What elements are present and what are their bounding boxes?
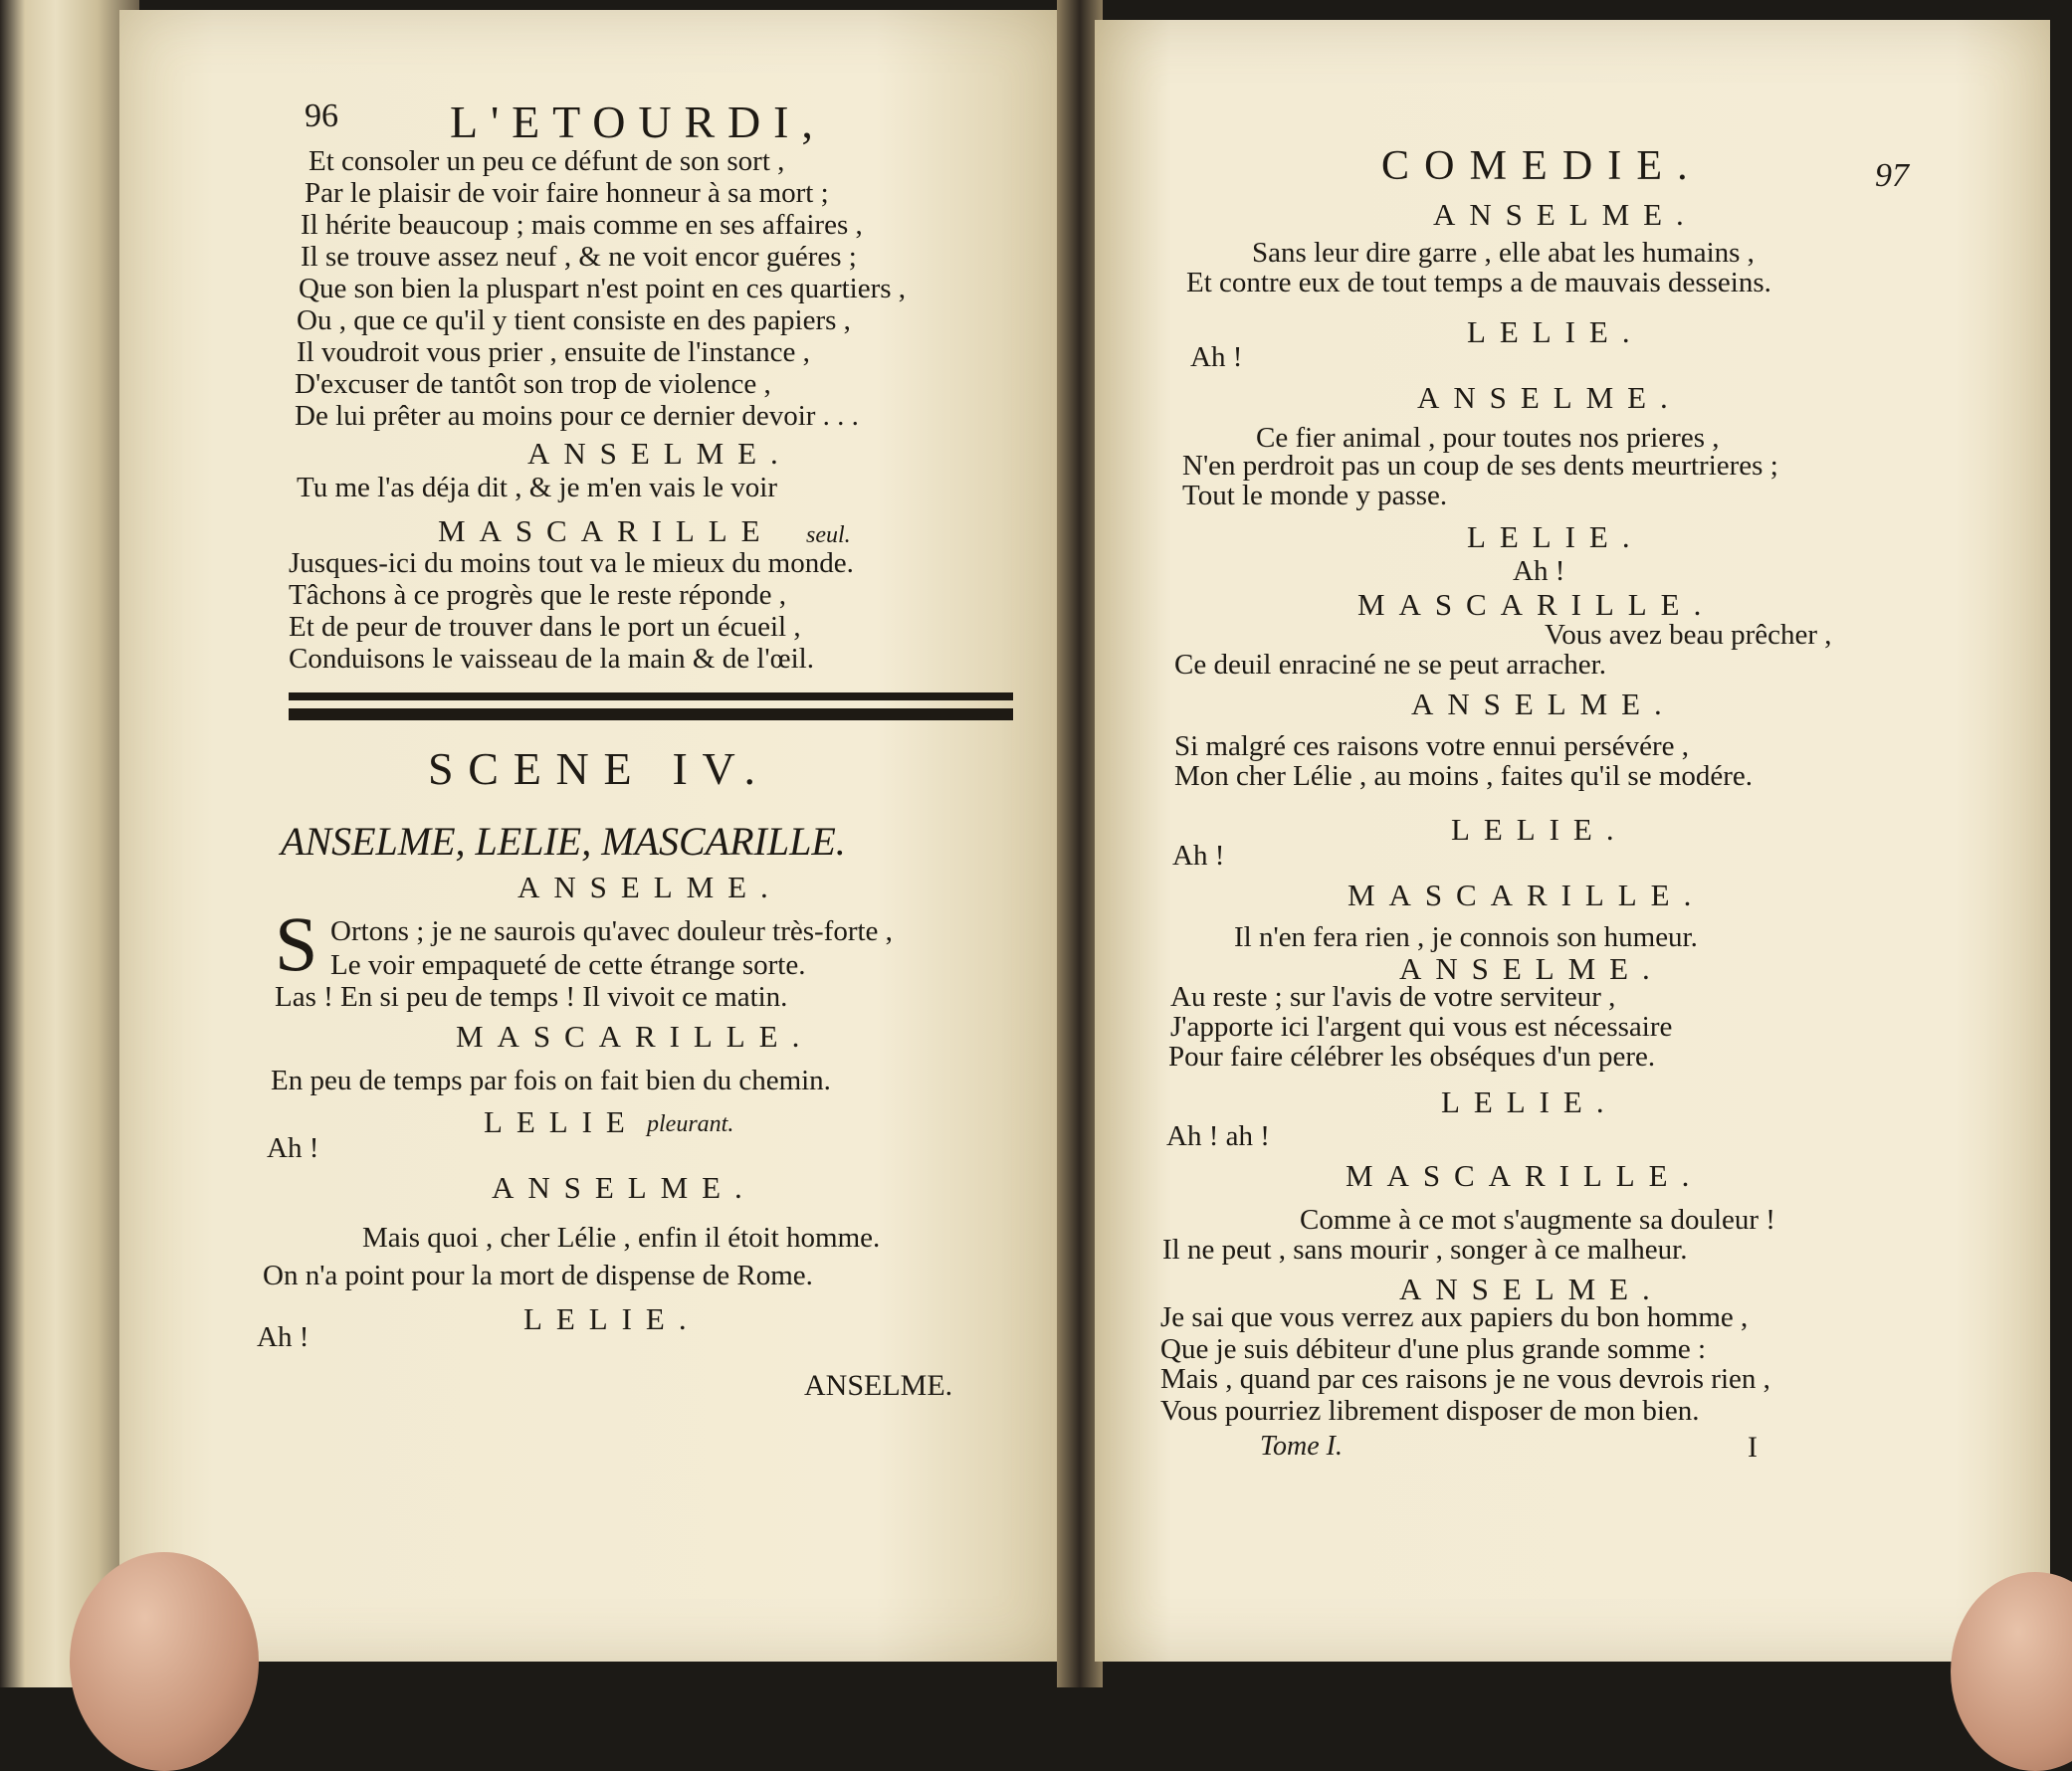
verse-line: Il n'en fera rien , je connois son humeur. <box>1234 921 1698 953</box>
speaker-heading: MASCARILLE. <box>1357 587 1716 622</box>
speaker-heading: MASCARILLE. <box>456 1019 814 1054</box>
page-number-right: 97 <box>1875 157 1909 194</box>
speaker-heading: MASCARILLE <box>438 513 774 548</box>
verse-line: Je sai que vous verrez aux papiers du bon homme , <box>1160 1301 1749 1333</box>
scene-characters: ANSELME, LELIE, MASCARILLE. <box>281 819 846 864</box>
speaker-heading: LELIE. <box>523 1301 701 1336</box>
verse-line: Si malgré ces raisons votre ennui persévére , <box>1174 730 1689 762</box>
verse-line: En peu de temps par fois on fait bien du chemin. <box>271 1065 831 1096</box>
verse-line: Vous pourriez librement disposer de mon bien. <box>1160 1395 1700 1427</box>
verse-line: Par le plaisir de voir faire honneur à sa mort ; <box>305 177 829 209</box>
drop-capital: S <box>275 900 318 987</box>
verse-line: On n'a point pour la mort de dispense de Rome. <box>263 1260 813 1291</box>
verse-line: Ah ! <box>1190 341 1243 373</box>
verse-line: Ou , que ce qu'il y tient consiste en des papiers , <box>297 304 851 336</box>
verse-line: N'en perdroit pas un coup de ses dents meurtrieres ; <box>1182 450 1778 482</box>
verse-line: Que son bien la pluspart n'est point en ces quartiers , <box>299 273 907 304</box>
verse-line: Mais , quand par ces raisons je ne vous devrois rien , <box>1160 1363 1770 1395</box>
speaker-heading: MASCARILLE. <box>1347 878 1706 912</box>
verse-line: Ortons ; je ne saurois qu'avec douleur très-forte , <box>330 915 893 947</box>
verse-line: Las ! En si peu de temps ! Il vivoit ce matin. <box>275 981 788 1013</box>
speaker-heading: MASCARILLE. <box>1346 1158 1704 1193</box>
verse-line: Au reste ; sur l'avis de votre serviteur , <box>1170 981 1616 1013</box>
signature-mark: Tome I. <box>1260 1431 1343 1462</box>
signature-letter: I <box>1748 1431 1758 1464</box>
verse-line: Pour faire célébrer les obséques d'un pere. <box>1168 1041 1656 1073</box>
verse-line: Ce deuil enraciné ne se peut arracher. <box>1174 649 1606 681</box>
scene-divider-rule <box>289 692 1013 720</box>
speaker-heading: LELIE <box>484 1104 639 1139</box>
speaker-heading: ANSELME. <box>492 1170 756 1205</box>
verse-line: J'apporte ici l'argent qui vous est nécessaire <box>1170 1011 1673 1043</box>
running-head-left: L'ETOURDI, <box>450 97 826 147</box>
verse-line: Sans leur dire garre , elle abat les humains , <box>1252 237 1755 269</box>
stage-direction: pleurant. <box>647 1111 734 1137</box>
verse-line: Ah ! <box>1172 840 1225 872</box>
verse-line: D'excuser de tantôt son trop de violence , <box>295 368 771 400</box>
speaker-heading: LELIE. <box>1467 314 1644 349</box>
verse-line: Conduisons le vaisseau de la main & de l'œil. <box>289 643 814 675</box>
speaker-heading: ANSELME. <box>527 436 792 471</box>
speaker-heading: ANSELME. <box>1417 380 1682 415</box>
verse-line: Tout le monde y passe. <box>1182 480 1448 511</box>
verse-line: Jusques-ici du moins tout va le mieux du monde. <box>289 547 854 579</box>
speaker-heading: ANSELME. <box>1433 197 1698 232</box>
verse-line: Mon cher Lélie , au moins , faites qu'il se modére. <box>1174 760 1754 792</box>
verse-line: Tâchons à ce progrès que le reste réponde , <box>289 579 787 611</box>
verse-line: De lui prêter au moins pour ce dernier devoir . . . <box>295 400 859 432</box>
book-edge-left <box>0 0 139 1687</box>
verse-line: Le voir empaqueté de cette étrange sorte. <box>330 949 806 981</box>
verse-line: Que je suis débiteur d'une plus grande somme : <box>1160 1333 1707 1365</box>
speaker-heading: ANSELME. <box>1399 1272 1664 1306</box>
speaker-heading: ANSELME. <box>1411 687 1676 721</box>
verse-line: Ah ! <box>1513 555 1565 587</box>
speaker-heading: LELIE. <box>1467 519 1644 554</box>
speaker-heading: ANSELME. <box>518 870 782 904</box>
verse-line: Ah ! <box>267 1132 319 1164</box>
catchword: ANSELME. <box>804 1369 953 1402</box>
verse-line: Et consoler un peu ce défunt de son sort , <box>309 145 785 177</box>
verse-line: Il voudroit vous prier , ensuite de l'instance , <box>297 336 810 368</box>
verse-line: Comme à ce mot s'augmente sa douleur ! <box>1300 1204 1775 1236</box>
page-number-left: 96 <box>305 98 338 134</box>
verse-line: Ah ! ah ! <box>1166 1120 1270 1152</box>
verse-line: Et de peur de trouver dans le port un écueil , <box>289 611 801 643</box>
verse-line: Il ne peut , sans mourir , songer à ce malheur. <box>1162 1234 1688 1266</box>
running-head-right: COMEDIE. <box>1381 143 1703 189</box>
speaker-heading: ANSELME. <box>1399 951 1664 986</box>
left-thumb <box>70 1552 259 1771</box>
scene-title: SCENE IV. <box>428 743 770 794</box>
verse-line: Mais quoi , cher Lélie , enfin il étoit homme. <box>362 1222 881 1254</box>
speaker-heading: LELIE. <box>1451 812 1628 847</box>
verse-line: Il se trouve assez neuf , & ne voit encor guéres ; <box>301 241 857 273</box>
verse-line: Tu me l'as déja dit , & je m'en vais le voir <box>297 472 777 503</box>
verse-line: Ah ! <box>257 1321 310 1353</box>
speaker-heading: LELIE. <box>1441 1084 1618 1119</box>
verse-line: Et contre eux de tout temps a de mauvais desseins. <box>1186 267 1771 298</box>
verse-line: Il hérite beaucoup ; mais comme en ses affaires , <box>301 209 863 241</box>
verse-line: Vous avez beau prêcher , <box>1545 619 1832 651</box>
stage-direction: seul. <box>806 522 851 548</box>
verse-line: Ce fier animal , pour toutes nos prieres , <box>1256 422 1720 454</box>
